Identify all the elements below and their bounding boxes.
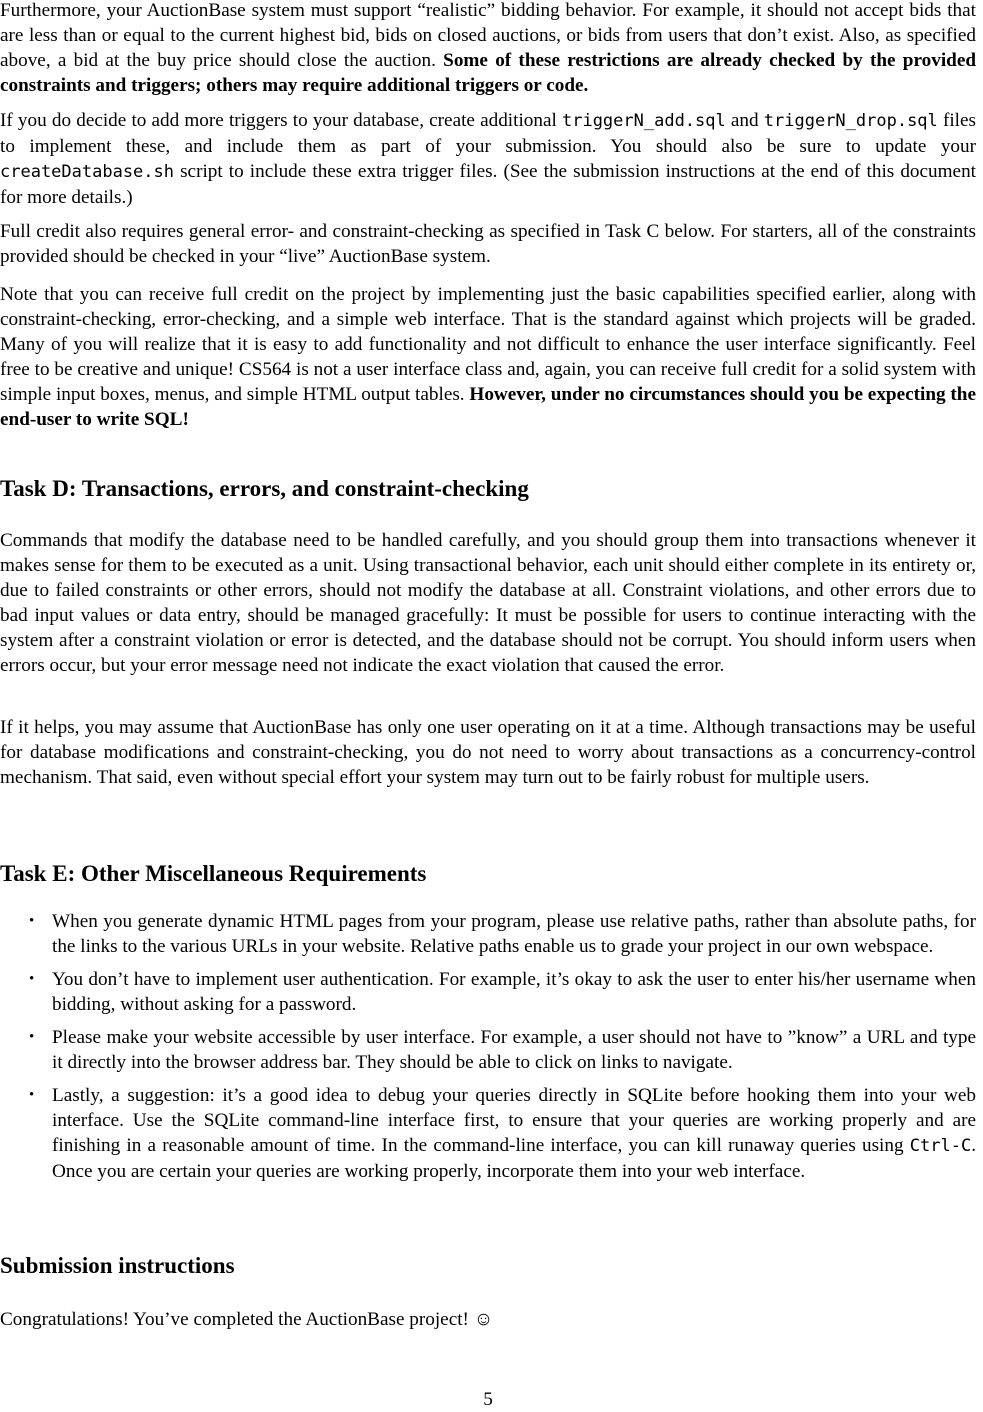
bullet-icon: • xyxy=(29,1029,35,1045)
page-number: 5 xyxy=(483,1389,493,1410)
heading-task-e: Task E: Other Miscellaneous Requirements xyxy=(0,861,427,886)
paragraph-full-credit: Full credit also requires general error- and constraint-checking as specified in Task C below. For starters, all of the constraints provided should be checked in your “live” AuctionBase system. xyxy=(0,221,976,267)
heading-submission: Submission instructions xyxy=(0,1253,235,1278)
paragraph-realistic-bidding: Furthermore, your AuctionBase system must support “realistic” bidding behavior. For example, it should not accept bids that are less than or equal to the current highest bid, bids on closed auctions, or bids from users that don’t exist. Also, as specified above, a bid at the buy price should close the auction. Some of these restrictions are already checked by the provided constraints and triggers; others may require additional triggers or code. xyxy=(0,0,977,96)
list-item: • When you generate dynamic HTML pages from your program, please use relative paths, rather than absolute paths, for the links to the various URLs in your website. Relative paths enable us to grade your project in our own webspace. xyxy=(29,911,976,957)
paragraph-transactions: Commands that modify the database need to be handled carefully, and you should group them into transactions whenever it makes sense for them to be executed as a unit. Using transactional behavior, each unit should either complete in its entirety or, due to failed constraints or other errors, should not modify the database at all. Constraint violations, and other errors due to bad input values or data entry, should be managed gracefully: It must be possible for users to continue interacting with the system after a constraint violation or error is detected, and the database should not be corrupt. You should inform users when errors occur, but your error message need not indicate the exact violation that caused the error. xyxy=(0,530,976,676)
paragraph-single-user: If it helps, you may assume that AuctionBase has only one user operating on it at a time. Although transactions may be useful for database modifications and constraint-checking, you do not need to worry about transactions as a concurrency-control mechanism. That said, even without special effort your system may turn out to be fairly robust for multiple users. xyxy=(0,717,976,788)
list-item: • Please make your website accessible by user interface. For example, a user should not have to ”know” a URL and type it directly into the browser address bar. They should be able to click on links to navigate. xyxy=(29,1027,976,1073)
paragraph-triggers: If you do decide to add more triggers to your database, create additional triggerN_add.sql and triggerN_drop.sql files to implement these, and include them as part of your submission. You should also be sure to update your createDatabase.sh script to include these extra trigger files. (See the submission instructions at the end of this document for more details.) xyxy=(0,110,976,208)
paragraph-congratulations: Congratulations! You’ve completed the AuctionBase project! ☺ xyxy=(0,1309,494,1330)
code-trigger-add: triggerN_add.sql xyxy=(561,111,726,131)
bullet-icon: • xyxy=(29,971,35,987)
paragraph-note-full-credit: Note that you can receive full credit on the project by implementing just the basic capabilities specified earlier, along with constraint-checking, error-checking, and a simple web interface. That is the standard against which projects will be graded. Many of you will realize that it is easy to add functionality and not difficult to enhance the user interface significantly. Feel free to be creative and unique! CS564 is not a user interface class and, again, you can receive full credit for a solid system with simple input boxes, menus, and simple HTML output tables. However, under no circumstances should you be expecting the end-user to write SQL! xyxy=(0,284,976,430)
bold-note: Some of these restrictions are already checked by the provided constraints and triggers; others may require additional triggers or code. xyxy=(0,50,977,96)
code-trigger-drop: triggerN_drop.sql xyxy=(763,111,938,131)
list-item: • You don’t have to implement user authentication. For example, it’s okay to ask the user to enter his/her username when bidding, without asking for a password. xyxy=(29,969,976,1015)
bullet-icon: • xyxy=(29,913,35,929)
code-create-database: createDatabase.sh xyxy=(0,162,174,182)
requirements-list xyxy=(0,909,976,1184)
bullet-icon: • xyxy=(29,1087,35,1103)
heading-task-d: Task D: Transactions, errors, and constraint-checking xyxy=(0,476,529,501)
bold-no-sql: However, under no circumstances should you be expecting the end-user to write SQL! xyxy=(0,384,976,430)
list-item: • Lastly, a suggestion: it’s a good idea to debug your queries directly in SQLite before hooking them into your web interface. Use the SQLite command-line interface first, to ensure that your queries are working properly and are finishing in a reasonable amount of time. In the command-line interface, you can kill runaway queries using Ctrl-C. Once you are certain your queries are working properly, incorporate them into your web interface. xyxy=(29,1085,976,1182)
code-ctrl-c: Ctrl-C xyxy=(909,1136,972,1156)
